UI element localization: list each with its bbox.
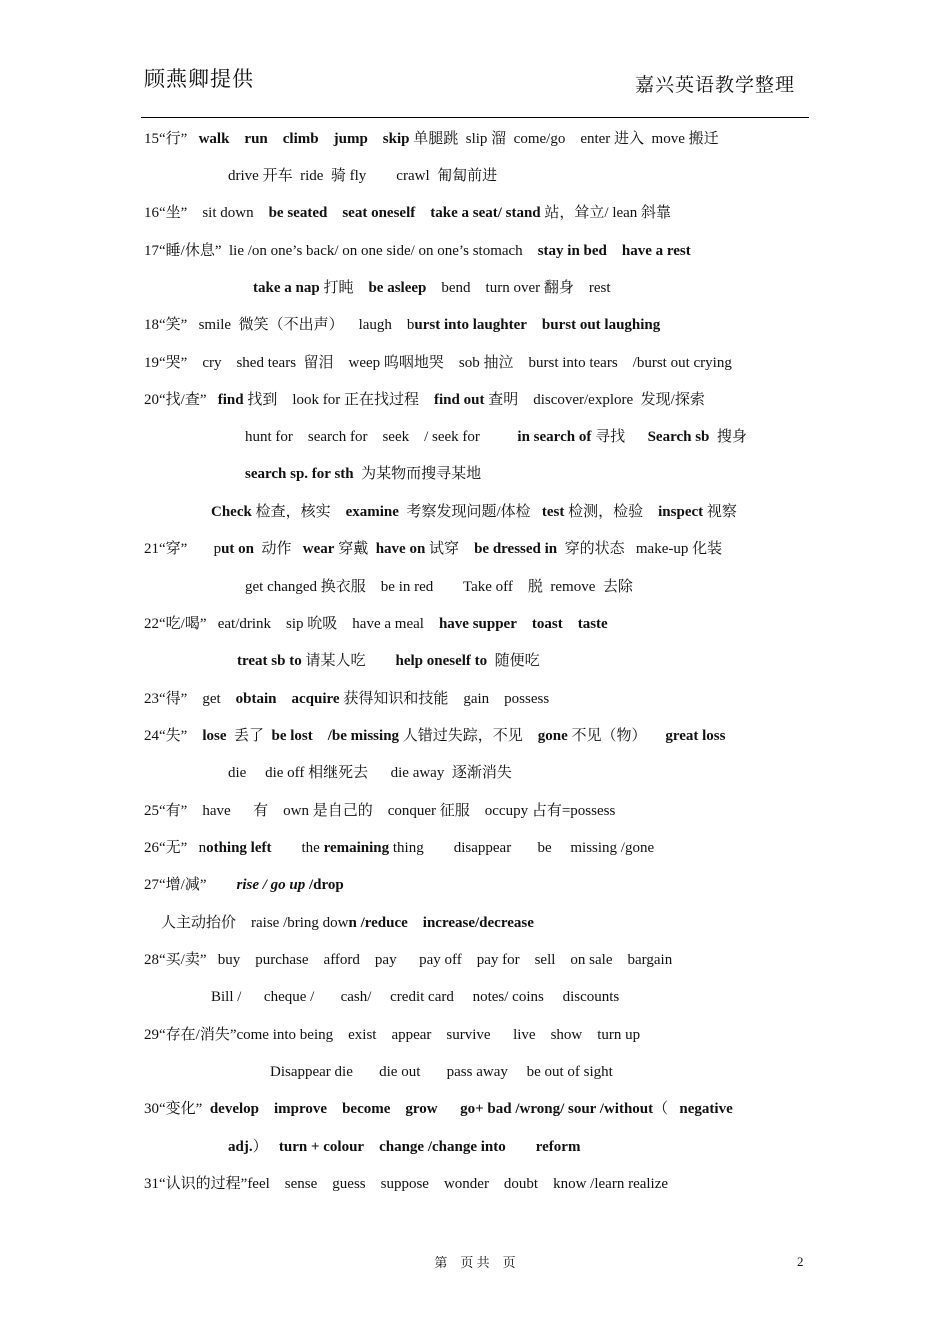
header-organizer: 嘉兴英语教学整理 xyxy=(634,75,795,96)
text-run: 21“穿” p xyxy=(144,541,222,557)
text-run: wear xyxy=(302,541,335,557)
text-run: gone xyxy=(537,728,568,744)
text-run xyxy=(327,1101,342,1117)
text-run: 找到 look for 正在找过程 xyxy=(243,392,435,408)
text-run: 站，耸立/ lean 斜靠 xyxy=(540,205,672,221)
text-run xyxy=(313,728,328,744)
text-run xyxy=(607,243,622,259)
text-run: 22“吃/喝” eat/drink sip 吮吸 have a meal xyxy=(144,616,439,632)
text-run xyxy=(368,131,383,147)
entry-24 xyxy=(144,726,725,746)
text-run: 23“得” get xyxy=(144,691,236,707)
entry-29-continued xyxy=(270,1062,613,1082)
page-footer: 第 页 共 页 xyxy=(434,1255,516,1270)
text-run: examine xyxy=(345,504,399,520)
text-run: Bill / cheque / cash/ credit card notes/ coins discounts xyxy=(211,989,620,1005)
text-run: have a rest xyxy=(621,243,691,259)
text-run: help oneself to xyxy=(395,653,488,669)
text-run: walk xyxy=(198,131,230,147)
text-run: ） xyxy=(252,1139,279,1155)
text-run: stay in bed xyxy=(537,243,607,259)
entry-17 xyxy=(144,241,691,261)
text-run: 人错过失踪，不见 xyxy=(399,728,538,744)
text-run: othing left xyxy=(206,840,272,856)
text-run xyxy=(327,205,342,221)
text-run: be dressed in xyxy=(474,541,558,557)
text-run: climb xyxy=(282,131,319,147)
text-run: become xyxy=(342,1101,391,1117)
text-run: 穿的状态 make-up 化装 xyxy=(557,541,723,557)
text-run: change /change into xyxy=(379,1139,506,1155)
text-run: lose xyxy=(202,728,227,744)
text-run: be seated xyxy=(268,205,328,221)
text-run: 随便吃 xyxy=(487,653,540,669)
text-run: test xyxy=(541,504,565,520)
text-run: be lost xyxy=(271,728,313,744)
text-run: Search sb xyxy=(647,429,710,445)
text-run: 27“增/减” xyxy=(144,877,237,893)
text-run: n /reduce xyxy=(348,915,408,931)
text-run: taste xyxy=(577,616,608,632)
text-run xyxy=(438,1101,461,1117)
entry-24-continued xyxy=(228,763,512,783)
text-run: toast xyxy=(531,616,563,632)
text-run: get changed 换衣服 be in red Take off 脱 remove 去除 xyxy=(245,579,633,595)
entry-17-continued xyxy=(253,278,611,298)
text-run: negative xyxy=(679,1101,733,1117)
text-run: increase/decrease xyxy=(422,915,534,931)
text-run: develop xyxy=(209,1101,259,1117)
text-run: in search of xyxy=(517,429,592,445)
text-run: 25“有” have 有 own 是自己的 conquer 征服 occupy 占有=possess xyxy=(144,803,616,819)
entry-20-continued xyxy=(245,464,481,484)
text-run: 19“哭” cry shed tears 留泪 weep 呜咽地哭 sob 抽泣 burst into tears /burst out crying xyxy=(144,355,732,371)
text-run: 查明 discover/explore 发现/探索 xyxy=(484,392,705,408)
text-run: reform xyxy=(535,1139,581,1155)
text-run: turn + colour xyxy=(278,1139,365,1155)
text-run: ut on xyxy=(221,541,255,557)
text-run: 30“变化” xyxy=(144,1101,210,1117)
text-run: remaining xyxy=(323,840,390,856)
text-run: run xyxy=(244,131,268,147)
text-run: hunt for search for seek / seek for xyxy=(245,429,518,445)
text-run: have supper xyxy=(438,616,517,632)
text-run xyxy=(527,317,542,333)
page-number: 2 xyxy=(797,1254,804,1269)
text-run: obtain xyxy=(235,691,277,707)
text-run: the xyxy=(271,840,324,856)
entry-26 xyxy=(144,838,654,858)
entry-20-continued xyxy=(245,427,747,447)
text-run: find xyxy=(217,392,244,408)
entry-19 xyxy=(144,353,732,373)
text-run: 检测，检验 xyxy=(564,504,659,520)
text-run: skip xyxy=(382,131,410,147)
text-run: improve xyxy=(274,1101,328,1117)
text-run xyxy=(563,616,578,632)
entry-30 xyxy=(144,1099,733,1119)
text-run: find out xyxy=(434,392,485,408)
text-run: 动作 xyxy=(254,541,303,557)
text-run: 视察 xyxy=(703,504,737,520)
text-run: （ xyxy=(653,1101,680,1117)
text-run: Check xyxy=(211,504,252,520)
text-run: 18“笑” smile 微笑（不出声） laugh b xyxy=(144,317,415,333)
entry-29 xyxy=(144,1025,640,1045)
text-run xyxy=(259,1101,274,1117)
text-run: 26“无” n xyxy=(144,840,207,856)
text-run: search sp. for sth xyxy=(245,466,354,482)
text-run: 穿戴 xyxy=(334,541,376,557)
text-run: /be missing xyxy=(327,728,400,744)
text-run: great loss xyxy=(665,728,726,744)
entry-16 xyxy=(144,203,671,223)
entry-18 xyxy=(144,315,660,335)
text-run: be asleep xyxy=(368,280,427,296)
text-run: die die off 相继死去 die away 逐渐消失 xyxy=(228,765,512,781)
text-run: 试穿 xyxy=(425,541,475,557)
text-run: Disappear die die out pass away be out of sight xyxy=(270,1064,613,1080)
text-run: urst into laughter xyxy=(414,317,527,333)
text-run: 为某物而搜寻某地 xyxy=(353,466,482,482)
text-run xyxy=(517,616,532,632)
text-run: adj. xyxy=(228,1139,253,1155)
entry-25 xyxy=(144,801,615,821)
text-run: grow xyxy=(405,1101,438,1117)
text-run xyxy=(268,131,283,147)
entry-21 xyxy=(144,539,722,559)
text-run xyxy=(408,915,423,931)
entry-21-continued xyxy=(245,577,633,597)
text-run: jump xyxy=(333,131,368,147)
text-run: have on xyxy=(375,541,426,557)
text-run: 丢了 xyxy=(226,728,272,744)
text-run xyxy=(506,1139,536,1155)
text-run: thing disappear be missing /gone xyxy=(389,840,655,856)
text-run: 20“找/查” xyxy=(144,392,218,408)
text-run: 16“坐” sit down xyxy=(144,205,269,221)
header-provider: 顾燕卿提供 xyxy=(144,67,254,91)
text-run: 搜身 xyxy=(709,429,747,445)
entry-22 xyxy=(144,614,608,634)
text-run: 31“认识的过程”feel sense guess suppose wonder doubt know /learn realize xyxy=(144,1176,669,1192)
text-run: treat sb to xyxy=(237,653,302,669)
text-run: take a seat/ stand xyxy=(430,205,541,221)
text-run: 17“睡/休息” lie /on one’s back/ on one side/ on one’s stomach xyxy=(144,243,538,259)
text-run: 29“存在/消失”come into being exist appear survive live show turn up xyxy=(144,1027,641,1043)
text-run: 24“失” xyxy=(144,728,203,744)
text-run: acquire xyxy=(291,691,340,707)
entry-31 xyxy=(144,1174,668,1194)
entry-15-continued xyxy=(228,166,497,186)
text-run: 请某人吃 xyxy=(301,653,396,669)
text-run: 28“买/卖” buy purchase afford pay pay off pay for sell on sale bargain xyxy=(144,952,673,968)
text-run: 寻找 xyxy=(591,429,648,445)
entry-23 xyxy=(144,689,549,709)
text-run xyxy=(415,205,430,221)
text-run: rise / go up xyxy=(236,877,306,893)
entry-22-continued xyxy=(237,651,540,671)
entry-27-continued xyxy=(161,913,534,933)
text-run: 15“行” xyxy=(144,131,199,147)
text-run xyxy=(319,131,334,147)
entry-28-continued xyxy=(211,987,619,1007)
text-run: 打盹 xyxy=(319,280,369,296)
text-run xyxy=(229,131,244,147)
text-run: /drop xyxy=(309,877,344,893)
text-run: burst out laughing xyxy=(541,317,661,333)
text-run: inspect xyxy=(658,504,704,520)
entry-30-continued xyxy=(228,1137,580,1157)
entry-28 xyxy=(144,950,672,970)
text-run xyxy=(390,1101,405,1117)
text-run: drive 开车 ride 骑 fly crawl 匍匐前进 xyxy=(228,168,498,184)
text-run: 获得知识和技能 gain possess xyxy=(339,691,550,707)
text-run: 检查，核实 xyxy=(251,504,346,520)
header-divider xyxy=(141,117,809,118)
entry-27 xyxy=(144,875,344,895)
text-run: 人主动抬价 raise /bring dow xyxy=(161,915,349,931)
entry-20-check xyxy=(211,502,737,522)
text-run xyxy=(277,691,292,707)
text-run: 考察发现问题/体检 xyxy=(398,504,542,520)
text-run: seat oneself xyxy=(342,205,416,221)
entry-20 xyxy=(144,390,705,410)
text-run xyxy=(364,1139,379,1155)
entry-15 xyxy=(144,129,719,149)
text-run: 不见（物） xyxy=(567,728,666,744)
text-run: bend turn over 翻身 rest xyxy=(426,280,611,296)
text-run: go+ bad /wrong/ sour /without xyxy=(460,1101,654,1117)
text-run: 单腿跳 slip 溜 come/go enter 进入 move 搬迁 xyxy=(409,131,719,147)
text-run: take a nap xyxy=(253,280,320,296)
